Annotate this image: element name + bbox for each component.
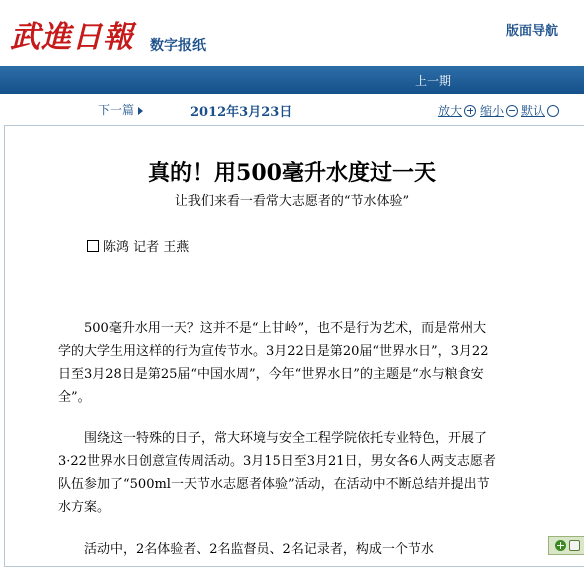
next-article-link[interactable] (98, 101, 143, 118)
issue-date: 2012年3月23日 (190, 105, 293, 120)
plus-circle-icon (464, 105, 476, 117)
zoom-out-label: 缩小 (480, 104, 505, 118)
top-nav-bar (0, 66, 584, 94)
article-paragraph: 围绕这一特殊的日子，常大环境与安全工程学院依托专业特色，开展了3·22世界水日创意宣传周活动。3月15日至3月21日，男女各6人两支志愿者队伍参加了“500ml一天节水志愿者体验”活动，在活动中不断总结并提出节水方案。 (58, 431, 496, 515)
previous-issue-link[interactable]: 上一期 (415, 74, 452, 88)
arrow-right-icon (138, 107, 143, 115)
article-paragraph: 活动中，2名体验者、2名监督员、2名记录者，构成一个节水 (84, 542, 434, 557)
square-bullet-icon (87, 240, 99, 252)
article-paragraph: 500毫升水用一天？这并不是“上甘岭”，也不是行为艺术，而是常州大学的大学生用这样的行为宣传节水。3月22日是第20届“世界水日”，3月22日至3月28日是第25届“中国水周”，今年“世界水日”的主题是“水与粮食安全”。 (58, 321, 489, 405)
zoom-in-label: 放大 (438, 104, 463, 118)
logo-text: 武進日報 (10, 20, 134, 55)
article-title: 真的！用500毫升水度过一天 (148, 160, 436, 186)
zoom-out-button[interactable] (480, 102, 518, 119)
article-subtitle: 让我们来看一看常大志愿者的“节水体验” (174, 194, 410, 209)
newspaper-logo (10, 14, 134, 54)
window-icon (569, 540, 580, 551)
page-navigation-link[interactable]: 版面导航 (506, 24, 559, 39)
circle-icon (547, 105, 559, 117)
zoom-default-button[interactable] (521, 102, 559, 119)
brand-label: 数字报纸 (150, 38, 206, 54)
floating-tool-button[interactable] (548, 536, 584, 555)
plus-icon (555, 540, 566, 551)
article-byline (87, 236, 189, 255)
minus-circle-icon (506, 105, 518, 117)
next-article-label: 下一篇 (98, 103, 135, 117)
byline-text: 陈鸿 记者 王燕 (103, 240, 190, 255)
zoom-in-button[interactable] (438, 102, 476, 119)
zoom-default-label: 默认 (521, 104, 546, 118)
